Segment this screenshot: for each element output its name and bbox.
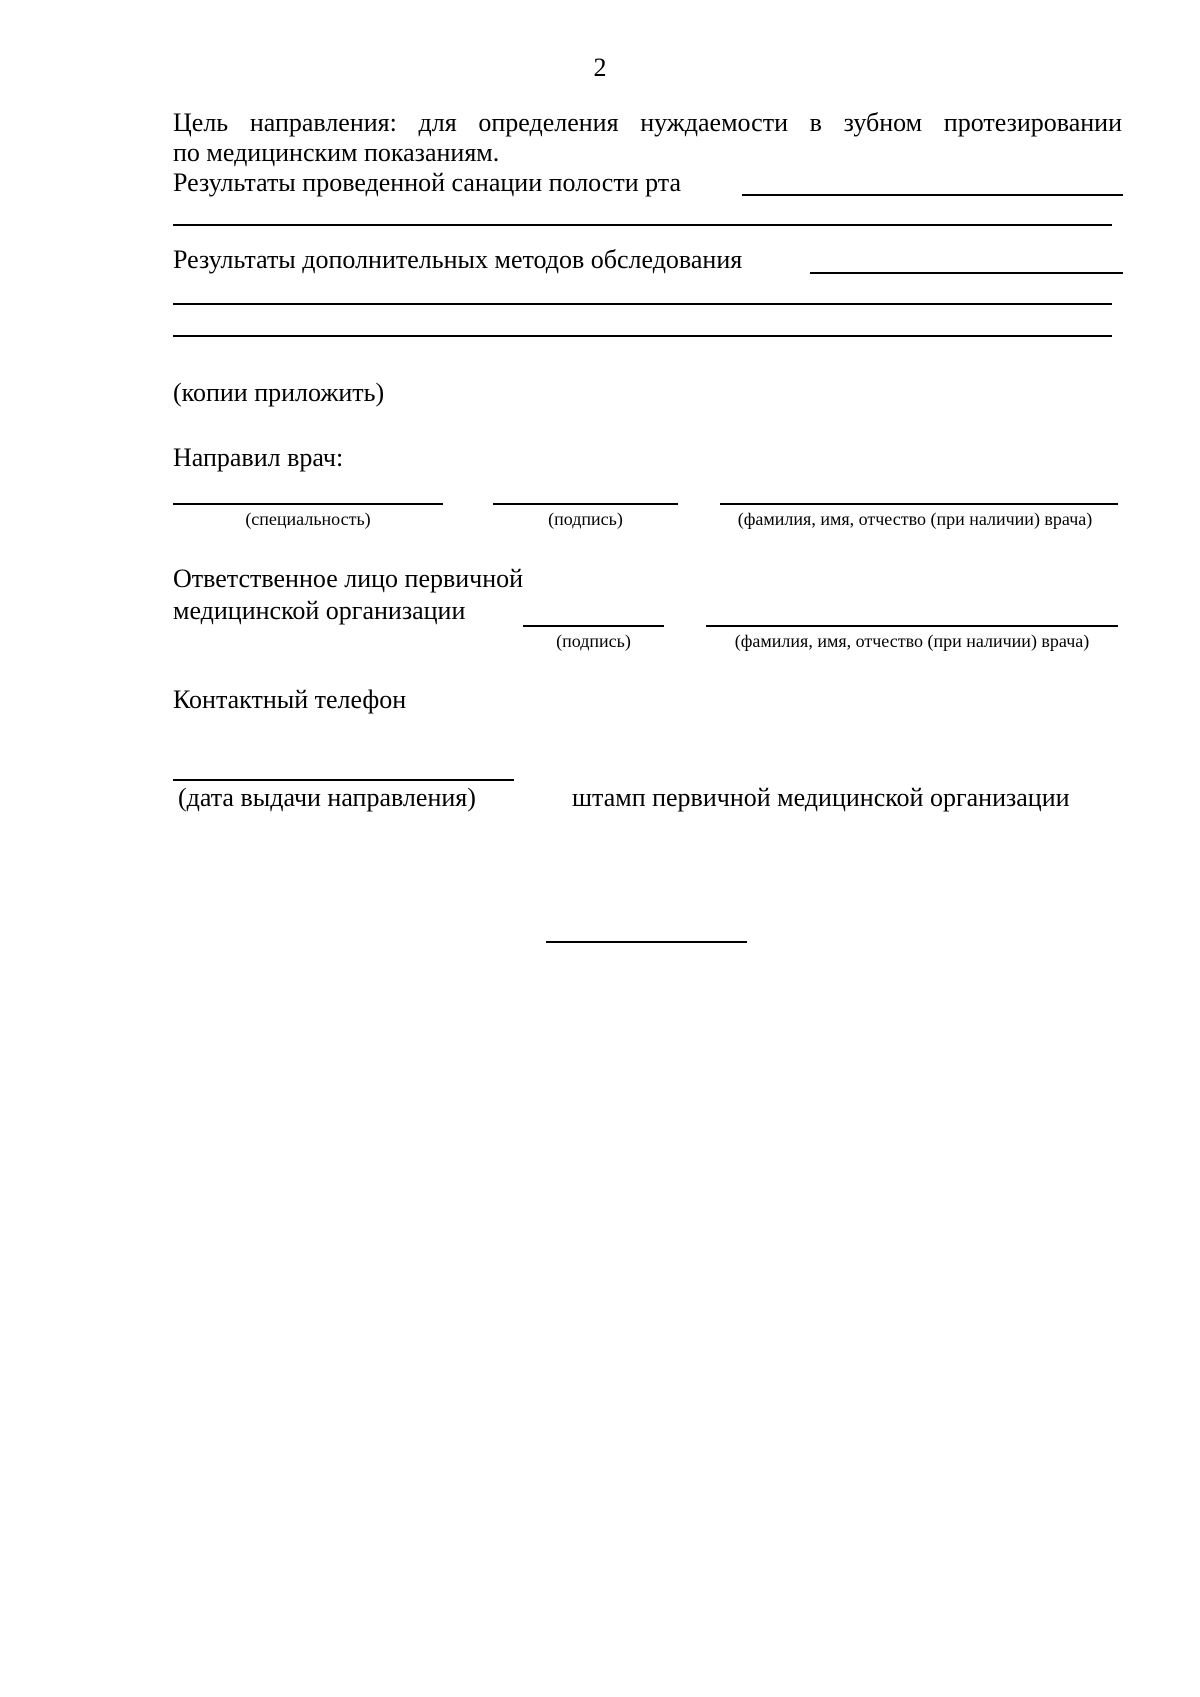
sanitation-results-field-line-1[interactable] [742, 194, 1123, 196]
purpose-line-1: Цель направления: для определения нуждаемости в зубном протезировании [173, 108, 1122, 137]
responsible-fullname-caption: (фамилия, имя, отчество (при наличии) врача) [734, 631, 1090, 651]
responsible-person-label-line-2: медицинской организации [173, 596, 466, 625]
doctor-fullname-caption: (фамилия, имя, отчество (при наличии) врача) [737, 509, 1093, 529]
doctor-specialty-caption: (специальность) [245, 509, 371, 529]
responsible-fullname-field-line[interactable] [706, 625, 1118, 627]
additional-exams-field-line-1[interactable] [810, 272, 1123, 274]
page-number: 2 [593, 53, 607, 82]
referring-doctor-label: Направил врач: [173, 443, 344, 472]
doctor-signature-field-line[interactable] [493, 503, 678, 505]
attach-copies-note: (копии приложить) [173, 378, 385, 407]
doctor-fullname-field-line[interactable] [720, 503, 1118, 505]
stamp-label: штамп первичной медицинской организации [572, 783, 1070, 812]
purpose-line-2: по медицинским показаниям. [173, 138, 500, 167]
sanitation-results-field-line-2[interactable] [173, 224, 1112, 226]
responsible-person-label-line-1: Ответственное лицо первичной [173, 564, 524, 593]
additional-exams-label: Результаты дополнительных методов обследования [173, 245, 743, 274]
issue-date-field-line[interactable] [173, 779, 514, 781]
end-separator-line [546, 941, 747, 943]
responsible-signature-field-line[interactable] [523, 625, 664, 627]
doctor-signature-caption: (подпись) [548, 509, 623, 529]
issue-date-caption: (дата выдачи направления) [178, 783, 476, 812]
responsible-signature-caption: (подпись) [556, 631, 631, 651]
additional-exams-field-line-3[interactable] [173, 335, 1112, 337]
additional-exams-field-line-2[interactable] [173, 303, 1112, 305]
contact-phone-label: Контактный телефон [173, 685, 407, 714]
sanitation-results-label: Результаты проведенной санации полости рта [173, 168, 682, 197]
doctor-specialty-field-line[interactable] [173, 503, 443, 505]
